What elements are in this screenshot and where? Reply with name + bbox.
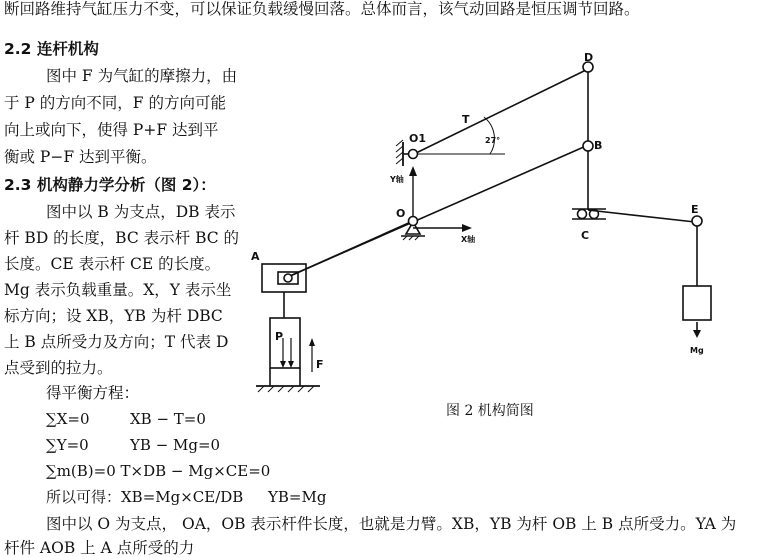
paragraph-line: Mg 表示负载重量。X，Y 表示坐 <box>4 281 232 299</box>
paragraph-line: 向上或向下，使得 P+F 达到平 <box>4 121 219 139</box>
label-a: A <box>251 250 260 263</box>
section-heading-2-2: 2.2 连杆机构 <box>4 40 99 58</box>
section-heading-2-3: 2.3 机构静力学分析（图 2）： <box>4 176 216 194</box>
joint-b <box>583 141 593 151</box>
equation-sum-x: ∑X=0 <box>46 410 90 428</box>
paragraph-line: 长度。CE 表示杆 CE 的长度。 <box>4 255 221 273</box>
x-axis-arrowhead <box>462 224 472 232</box>
paragraph-line: 图中以 B 为支点，DB 表示 <box>46 203 236 221</box>
equation-intro: 得平衡方程： <box>46 384 140 402</box>
paragraph-line: 衡或 P−F 达到平衡。 <box>4 148 157 166</box>
paragraph-line: 图中 F 为气缸的摩擦力，由 <box>46 67 238 85</box>
paragraph-line: 图中以 O 为支点， OA，OB 表示杆件长度，也就是力臂。XB，YB 为杆 OB 上 B 点所受力。YA 为 <box>46 515 737 533</box>
paragraph-line-cut: 杆件 AOB 上 A 点所受的力 <box>4 539 195 557</box>
label-angle: 27° <box>485 136 501 145</box>
label-c: C <box>581 229 590 242</box>
label-p: P <box>275 330 284 343</box>
label-t: T <box>462 113 470 126</box>
label-o1: O1 <box>409 132 427 145</box>
cylinder-body <box>270 318 300 368</box>
label-mg: Mg <box>690 346 704 355</box>
mg-arrowhead <box>693 330 701 338</box>
equation-sum-y-rhs: YB − Mg=0 <box>130 436 221 454</box>
label-f: F <box>316 358 324 371</box>
label-e: E <box>691 203 699 216</box>
load-box <box>683 286 711 320</box>
result-yb: YB=Mg <box>268 488 327 506</box>
joint-o <box>409 217 418 226</box>
paragraph-line: 于 P 的方向不同，F 的方向可能 <box>4 94 226 112</box>
lever-segment-ao <box>290 221 413 276</box>
f-arrowhead <box>309 338 315 346</box>
rod-ce <box>588 210 695 222</box>
result-xb: 所以可得：XB=Mg×CE/DB <box>46 488 244 506</box>
paragraph-line: 杆 BD 的长度，BC 表示杆 BC 的 <box>4 229 240 247</box>
label-y-axis: Y轴 <box>390 175 404 184</box>
paragraph-line: 点受到的拉力。 <box>4 359 113 377</box>
y-axis-arrowhead <box>409 166 417 176</box>
label-x-axis: X轴 <box>461 235 476 244</box>
equation-sum-x-rhs: XB − T=0 <box>130 410 206 428</box>
equation-moment-b: ∑m(B)=0 T×DB − Mg×CE=0 <box>46 462 271 480</box>
paragraph-line: 上 B 点所受力及方向；T 代表 D <box>4 333 229 351</box>
label-b: B <box>594 139 603 152</box>
figure-caption: 图 2 机构简图 <box>446 403 534 419</box>
paragraph-line-top: 断回路维持气缸压力不变，可以保证负载缓慢回落。总体而言，该气动回路是恒压调节回路。 <box>4 0 640 18</box>
joint-a <box>284 274 292 282</box>
label-d: D <box>584 51 594 64</box>
joint-e <box>692 216 702 226</box>
joint-o1 <box>409 150 418 159</box>
label-o: O <box>396 207 406 220</box>
paragraph-line: 标方向；设 XB，YB 为杆 DBC <box>4 307 223 325</box>
equation-sum-y: ∑Y=0 <box>46 436 89 454</box>
